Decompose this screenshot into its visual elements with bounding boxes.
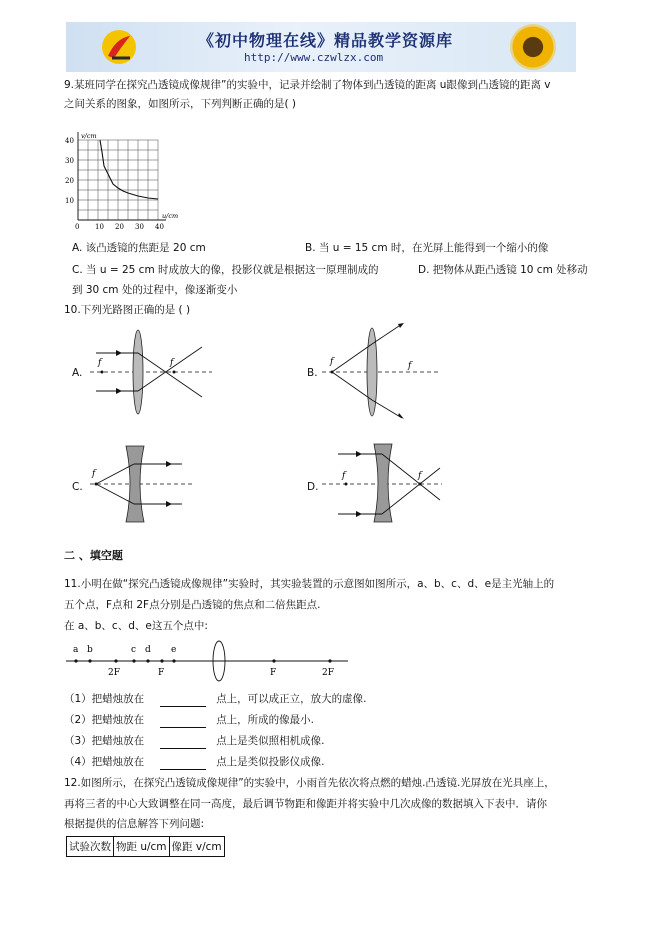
q11-fill-4: [64, 755, 325, 770]
answer-blank-3[interactable]: [160, 738, 206, 749]
banner-title: 《初中物理在线》精品教学资源库: [198, 31, 454, 50]
y-tick-label: 40: [65, 137, 74, 145]
point-label-f-left: F: [158, 668, 165, 678]
q9-stem-line1: 9.某班同学在探究凸透镜成像规律”的实验中，记录并绘制了物体到凸透镜的距离 u跟像到凸透镜的距离 v: [64, 79, 551, 91]
q10-diagram-d: [320, 440, 445, 524]
q10-label-a[interactable]: A.: [72, 367, 83, 379]
q9-option-d[interactable]: D. 把物体从距凸透镜 10 cm 处移动: [418, 264, 588, 276]
convex-lens: [133, 330, 143, 414]
fill-prefix: （4）把蜡烛放在: [64, 756, 145, 768]
q11-fill-1: [64, 692, 367, 707]
fill-suffix: 点上是类似照相机成像.: [216, 735, 325, 747]
q12-data-table: [66, 836, 225, 857]
x-tick-label: 20: [115, 223, 124, 231]
chart-ticks: [65, 137, 164, 231]
q10-diagram-b: [320, 322, 440, 420]
fill-suffix: 点上，所成的像最小.: [216, 714, 315, 726]
focus-label: f: [342, 471, 346, 481]
point-label-e: e: [171, 645, 177, 655]
x-tick-label: 10: [95, 223, 104, 231]
q9-option-b[interactable]: B. 当 u = 15 cm 时，在光屏上能得到一个缩小的像: [305, 242, 549, 254]
site-logo-icon: [100, 28, 138, 66]
focus-label: f: [170, 358, 174, 368]
q10-diagram-c: [86, 442, 196, 524]
table-header-row: [67, 837, 225, 857]
q11-fill-2: [64, 713, 314, 728]
fill-prefix: （1）把蜡烛放在: [64, 693, 145, 705]
q10-label-b[interactable]: B.: [307, 367, 318, 379]
q9-option-a[interactable]: A. 该凸透镜的焦距是 20 cm: [72, 242, 206, 254]
q12-stem-line1: 12.如图所示，在探究凸透镜成像规律”的实验中，小雨首先依次将点燃的蜡烛.凸透镜.光屏放在光具座上，: [64, 777, 555, 789]
q9-option-c[interactable]: C. 当 u = 25 cm 时成放大的像，投影仪就是根据这一原理制成的: [72, 264, 379, 276]
x-tick-label: 40: [155, 223, 164, 231]
q11-stem-line2: 五个点，F点和 2F点分别是凸透镜的焦点和二倍焦距点.: [64, 599, 321, 611]
q12-stem-line3: 根据提供的信息解答下列问题:: [64, 818, 205, 830]
section-title-fill-in: 二 、填空题: [64, 549, 123, 562]
banner-url[interactable]: http://www.czwlzx.com: [244, 51, 384, 64]
x-tick-label: 30: [135, 223, 144, 231]
chart-grid: [78, 140, 158, 220]
point-label-d: d: [145, 645, 151, 655]
table-header-cell: 像距 v/cm: [169, 837, 224, 857]
y-tick-label: 30: [65, 157, 74, 165]
point-label-b: b: [87, 645, 93, 655]
header-banner: [66, 22, 576, 72]
focus-label: f: [92, 469, 96, 479]
q10-stem: 10.下列光路图正确的是 ( ): [64, 304, 191, 316]
concave-lens: [374, 444, 392, 522]
fill-prefix: （3）把蜡烛放在: [64, 735, 145, 747]
chart-xlabel: u/cm: [162, 212, 179, 220]
q10-diagram-a: [86, 325, 216, 420]
chart-ylabel: v/cm: [81, 132, 97, 140]
y-tick-label: 10: [65, 197, 74, 205]
table-header-cell: 物距 u/cm: [114, 837, 170, 857]
fill-suffix: 点上，可以成正立，放大的虚像.: [216, 693, 367, 705]
q9-chart: [60, 120, 180, 232]
x-tick-label: 0: [75, 223, 80, 231]
focus-label: f: [408, 361, 412, 371]
answer-blank-1[interactable]: [160, 696, 206, 707]
table-header-cell: 试验次数: [67, 837, 114, 857]
q10-label-d[interactable]: D.: [307, 481, 319, 493]
answer-blank-4[interactable]: [160, 759, 206, 770]
point-label-2f-left: 2F: [108, 668, 120, 678]
point-label-f-right: F: [270, 668, 277, 678]
answer-blank-2[interactable]: [160, 717, 206, 728]
q9-stem-line2: 之间关系的图象，如图所示，下列判断正确的是( ): [64, 98, 297, 110]
point-label-a: a: [73, 645, 79, 655]
focus-label: f: [330, 357, 334, 367]
q11-stem-line1: 11.小明在做“探究凸透镜成像规律”实验时，其实验装置的示意图如图所示，a、b、c、d、e是主光轴上的: [64, 578, 555, 590]
point-label-c: c: [131, 645, 137, 655]
fill-suffix: 点上是类似投影仪成像.: [216, 756, 325, 768]
point-label-2f-right: 2F: [322, 668, 334, 678]
y-tick-label: 20: [65, 177, 74, 185]
sunflower-image: [510, 24, 556, 70]
q12-stem-line2: 再将三者的中心大致调整在同一高度，最后调节物距和像距并将实验中几次成像的数据填入下表中．请你: [64, 798, 547, 810]
focus-label: f: [418, 471, 422, 481]
q11-axis-diagram: [64, 636, 354, 682]
focus-label: f: [98, 358, 102, 368]
q10-label-c[interactable]: C.: [72, 481, 83, 493]
q11-stem-line3: 在 a、b、c、d、e这五个点中:: [64, 620, 208, 632]
q9-option-d-cont: 到 30 cm 处的过程中，像逐渐变小: [72, 284, 238, 296]
chart-axes: [78, 132, 166, 220]
q11-fill-3: [64, 734, 325, 749]
fill-prefix: （2）把蜡烛放在: [64, 714, 145, 726]
